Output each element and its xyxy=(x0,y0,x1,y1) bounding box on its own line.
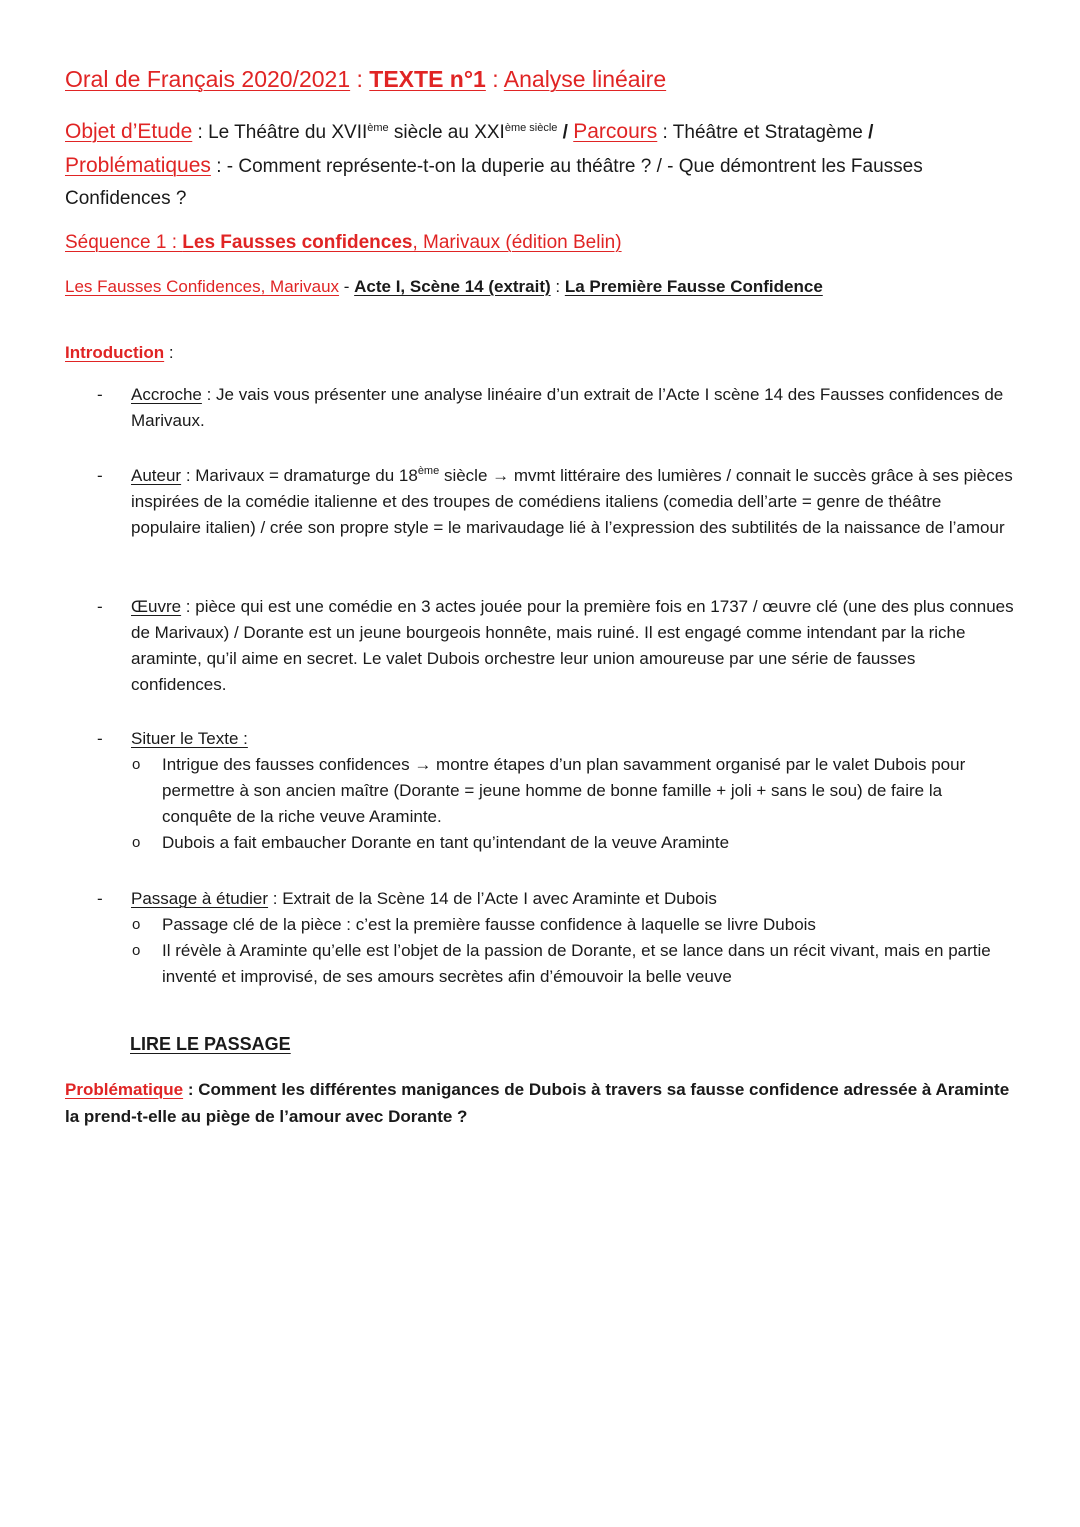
introduction-colon: : xyxy=(164,343,174,362)
sequence-line xyxy=(65,232,622,254)
title-separator: : xyxy=(350,66,370,92)
circle-bullet-icon: o xyxy=(132,916,141,933)
problematiques-text: : - Comment représente-t-on la duperie au théâtre ? / - Que démontrent les Fausses xyxy=(210,156,923,177)
passage-subitem xyxy=(132,938,1015,990)
sequence-title: Les Fausses confidences xyxy=(182,232,413,253)
problematique-block xyxy=(65,1076,1015,1130)
situer-subitem-text: Dubois a fait embaucher Dorante en tant qu’intendant de la veuve Araminte xyxy=(162,833,730,852)
circle-bullet-icon: o xyxy=(132,942,141,959)
problematiques-text-continued: Confidences ? xyxy=(65,188,187,209)
intro-item-passage xyxy=(65,886,1015,990)
situer-subitem xyxy=(132,830,1015,856)
parcours-label: Parcours xyxy=(573,120,658,143)
passage-subitem-text: Passage clé de la pièce : c’est la première fausse confidence à laquelle se livre Dubois xyxy=(162,915,816,934)
problematiques-line xyxy=(65,154,923,178)
read-passage-text: LIRE LE PASSAGE xyxy=(130,1034,291,1054)
title-course: Oral de Français 2020/2021 xyxy=(65,66,351,92)
passage-text: : Extrait de la Scène 14 de l’Acte I avec Araminte et Dubois xyxy=(268,889,717,908)
oeuvre-text: : pièce qui est une comédie en 3 actes jouée pour la première fois en 1737 / œuvre clé (une des plus connues de Marivaux) / Dorante est un jeune bourgeois honnête, mais ruiné. Il est engagé comme intendant par la riche araminte, qu’il aime en secret. Le valet Dubois orchestre leur union amoureuse par une série de fausses confidences. xyxy=(131,597,1014,694)
objet-separator: / xyxy=(862,122,874,143)
title-text-number: TEXTE n°1 xyxy=(369,66,486,92)
read-passage-heading xyxy=(130,1034,291,1055)
auteur-label: Auteur xyxy=(131,466,182,485)
circle-bullet-icon: o xyxy=(132,756,141,773)
list-dash: - xyxy=(97,597,103,616)
circle-bullet-icon: o xyxy=(132,834,141,851)
problematique-label: Problématique xyxy=(65,1080,184,1099)
passage-subitem xyxy=(132,912,1015,938)
problematique-text: : Comment les différentes manigances de Dubois à travers sa fausse confidence adressée à Araminte la prend-t-elle au piège de l’amour avec Dorante ? xyxy=(65,1080,1010,1126)
auteur-text: siècle → mvmt littéraire des lumières / connait le succès grâce à ses pièces inspirées de la comédie italienne et des troupes de comédiens italiens (comedia dell’arte = genre de théâtre populaire italien) / crée son propre style = le marivaudage lié à l’expression des subtilités de la naissance de l’amour xyxy=(131,466,1013,537)
list-dash: - xyxy=(97,729,103,748)
objet-separator: / xyxy=(557,122,574,143)
introduction-label: Introduction xyxy=(65,343,165,362)
title-separator: : xyxy=(485,66,504,92)
extract-separator: - xyxy=(339,277,355,296)
parcours-text: : Théâtre et Stratagème xyxy=(657,122,863,143)
sequence-label: Séquence 1 : xyxy=(65,232,183,253)
situer-label: Situer le Texte : xyxy=(131,729,248,748)
oeuvre-label: Œuvre xyxy=(131,597,182,616)
objet-superscript: ème xyxy=(367,122,389,134)
passage-label: Passage à étudier xyxy=(131,889,269,908)
sequence-author: , Marivaux (édition Belin) xyxy=(412,232,622,253)
auteur-superscript: ème xyxy=(417,465,440,477)
extract-work: Les Fausses Confidences, Marivaux xyxy=(65,277,340,296)
intro-item-oeuvre xyxy=(65,594,1015,698)
situer-subitem xyxy=(132,752,1015,830)
title-analysis-type: Analyse linéaire xyxy=(503,66,667,92)
document-title xyxy=(65,66,666,93)
objet-superscript: ème siècle xyxy=(504,122,558,134)
introduction-heading xyxy=(65,343,174,363)
list-dash: - xyxy=(97,385,103,404)
extract-separator: : xyxy=(550,277,565,296)
extract-scene: Acte I, Scène 14 (extrait) xyxy=(354,277,551,296)
intro-item-situer xyxy=(65,726,1015,856)
accroche-text: : Je vais vous présenter une analyse linéaire d’un extrait de l’Acte I scène 14 des Fausses confidences de Marivaux. xyxy=(131,385,1004,430)
objet-line xyxy=(65,120,873,144)
auteur-text: : Marivaux = dramaturge du 18 xyxy=(181,466,418,485)
objet-text: : Le Théâtre du XVII xyxy=(192,122,368,143)
accroche-label: Accroche xyxy=(131,385,202,404)
objet-label: Objet d’Etude xyxy=(65,120,193,143)
objet-text: siècle au XXI xyxy=(388,122,505,143)
intro-item-accroche xyxy=(65,382,1015,434)
passage-subitem-text: Il révèle à Araminte qu’elle est l’objet de la passion de Dorante, et se lance dans un récit vivant, mais en partie inventé et improvisé, de ses amours secrètes afin d’émouvoir la belle veuve xyxy=(162,941,991,986)
situer-subitem-text: Intrigue des fausses confidences → montre étapes d’un plan savamment organisé par le valet Dubois pour permettre à son ancien maître (Dorante = jeune homme de bonne famille + joli + sans le sou) de faire la conquête de la riche veuve Araminte. xyxy=(162,755,966,826)
list-dash: - xyxy=(97,889,103,908)
extract-line xyxy=(65,277,823,297)
extract-name: La Première Fausse Confidence xyxy=(564,277,823,296)
problematiques-label: Problématiques xyxy=(65,154,211,177)
list-dash: - xyxy=(97,466,103,485)
intro-item-auteur xyxy=(65,463,1015,541)
